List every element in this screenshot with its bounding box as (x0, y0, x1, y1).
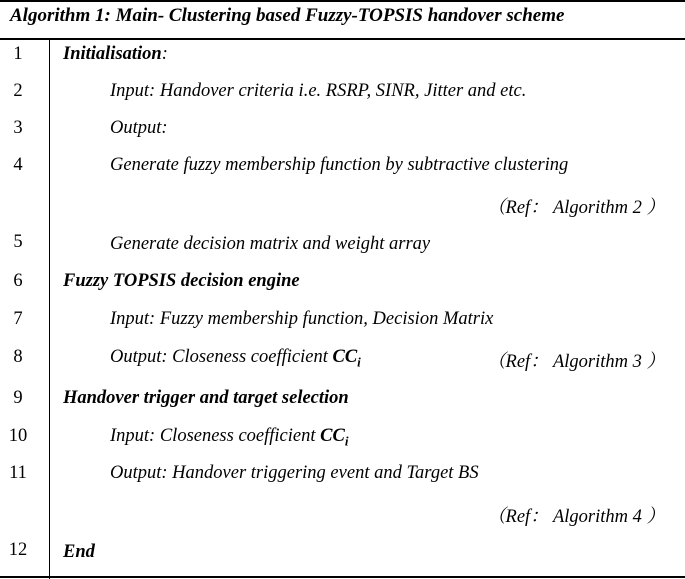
line-number-1: 1 (13, 44, 23, 64)
section-initialisation: Initialisation (63, 44, 162, 64)
line-5-text: Generate decision matrix and weight array (110, 234, 431, 254)
line-7-text: Input: Fuzzy membership function, Decision Matrix (110, 309, 494, 329)
reference-algorithm-4: （Ref： Algorithm 4 ） (487, 507, 665, 527)
bottom-rule (0, 576, 685, 578)
cc-letters: CC (320, 426, 345, 446)
line-number-7: 7 (13, 309, 23, 329)
section-fuzzy-topsis: Fuzzy TOPSIS decision engine (63, 271, 300, 291)
line-number-10: 10 (8, 426, 28, 446)
algorithm-title: Algorithm 1: Main- Clustering based Fuzzy-TOPSIS handover scheme (10, 5, 565, 26)
line-8-text (110, 347, 361, 371)
top-rule (0, 0, 685, 2)
line-8-label: Output: Closeness coefficient (110, 347, 333, 367)
line-2-text: Input: Handover criteria i.e. RSRP, SINR, Jitter and etc. (110, 81, 527, 101)
line-1-colon: : (161, 44, 168, 64)
closeness-coefficient-symbol (320, 426, 349, 449)
section-end: End (63, 542, 95, 562)
line-11-text: Output: Handover triggering event and Target BS (110, 463, 479, 483)
line-number-6: 6 (13, 271, 23, 291)
line-number-2: 2 (13, 81, 23, 101)
line-number-divider (49, 40, 50, 579)
line-10-label: Input: Closeness coefficient (110, 426, 321, 446)
line-1-text (63, 44, 168, 65)
cc-letters: CC (332, 347, 358, 367)
cc-subscript: i (344, 433, 349, 449)
cc-subscript: i (357, 354, 361, 370)
section-handover-trigger: Handover trigger and target selection (63, 388, 349, 408)
line-10-text (110, 426, 348, 450)
line-number-9: 9 (13, 388, 23, 408)
line-number-8: 8 (13, 347, 23, 367)
closeness-coefficient-symbol (332, 347, 361, 370)
header-rule (0, 38, 685, 40)
line-number-12: 12 (8, 540, 28, 560)
line-number-4: 4 (13, 155, 23, 175)
line-number-11: 11 (9, 463, 27, 483)
reference-algorithm-3: （Ref： Algorithm 3 ） (487, 352, 665, 372)
line-number-5: 5 (13, 232, 23, 252)
reference-algorithm-2: （Ref： Algorithm 2 ） (487, 198, 665, 218)
line-4-text: Generate fuzzy membership function by subtractive clustering (110, 155, 569, 175)
line-3-text: Output: (110, 118, 168, 138)
line-number-3: 3 (13, 118, 23, 138)
